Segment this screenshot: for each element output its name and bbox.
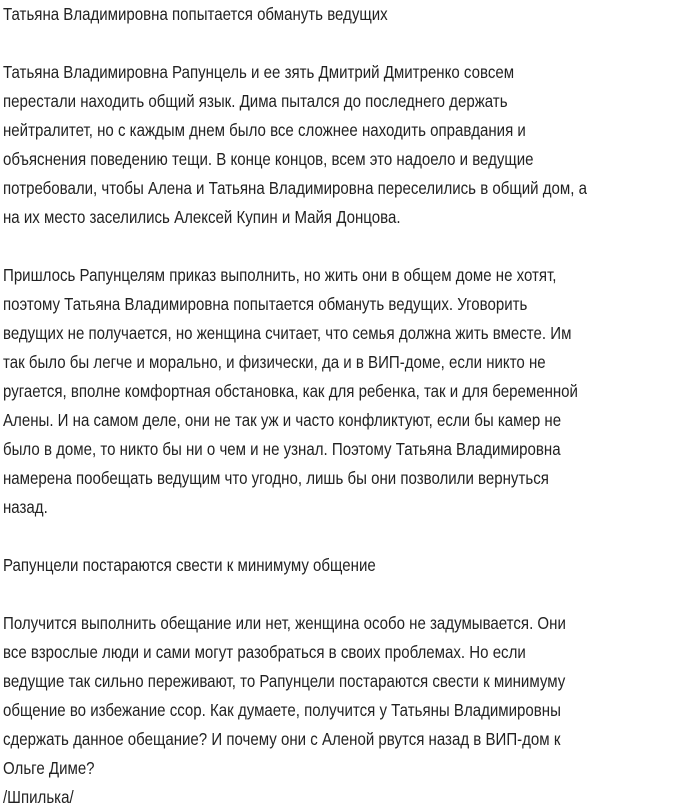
paragraph-line: общение во избежание ссор. Как думаете, получится у Татьяны Владимировны (3, 700, 561, 720)
paragraph-line: потребовали, чтобы Алена и Татьяна Владимировна переселились в общий дом, а (3, 178, 587, 198)
paragraph-line: Алены. И на самом деле, они не так уж и часто конфликтуют, если бы камер не (3, 410, 562, 430)
paragraph-line: ведущих не получается, но женщина считает, что семья должна жить вместе. Им (3, 323, 572, 343)
paragraph-line: так было бы легче и морально, и физически, да и в ВИП-доме, если никто не (3, 352, 546, 372)
paragraph-line: ругается, вполне комфортная обстановка, как для ребенка, так и для беременной (3, 381, 578, 401)
subheading-text: Рапунцели постараются свести к минимуму общение (3, 555, 376, 575)
signature-text: /Шпилька/ (3, 787, 74, 807)
paragraph-line: ведущие так сильно переживают, то Рапунцели постараются свести к минимуму (3, 671, 566, 691)
paragraph-1 (3, 58, 699, 232)
paragraph-2 (3, 261, 699, 522)
spacer (3, 29, 699, 58)
paragraph-line: все взрослые люди и сами могут разобраться в своих проблемах. Но если (3, 642, 526, 662)
paragraph-line: Татьяна Владимировна Рапунцель и ее зять Дмитрий Дмитренко совсем (3, 62, 515, 82)
paragraph-line: Ольге Диме? (3, 758, 95, 778)
paragraph-line: объяснения поведению тещи. В конце концов, всем это надоело и ведущие (3, 149, 534, 169)
paragraph-line: намерена пообещать ведущим что угодно, лишь бы они позволили вернуться (3, 468, 549, 488)
paragraph-line: Пришлось Рапунцелям приказ выполнить, но жить они в общем доме не хотят, (3, 265, 557, 285)
spacer (3, 522, 699, 551)
paragraph-3 (3, 609, 699, 783)
paragraph-line: сдержать данное обещание? И почему они с Аленой рвутся назад в ВИП-дом к (3, 729, 561, 749)
spacer (3, 580, 699, 609)
article-title-text: Татьяна Владимировна попытается обмануть ведущих (3, 4, 388, 24)
paragraph-line: Получится выполнить обещание или нет, женщина особо не задумывается. Они (3, 613, 566, 633)
signature (3, 783, 699, 812)
paragraph-line: перестали находить общий язык. Дима пытался до последнего держать (3, 91, 508, 111)
article-title (3, 0, 699, 29)
paragraph-line: нейтралитет, но с каждым днем было все сложнее находить оправдания и (3, 120, 526, 140)
paragraph-line: на их место заселились Алексей Купин и Майя Донцова. (3, 207, 401, 227)
paragraph-line: было в доме, то никто бы ни о чем и не узнал. Поэтому Татьяна Владимировна (3, 439, 561, 459)
spacer (3, 232, 699, 261)
article (3, 0, 699, 812)
paragraph-line: назад. (3, 497, 48, 517)
paragraph-line: поэтому Татьяна Владимировна попытается обмануть ведущих. Уговорить (3, 294, 528, 314)
subheading (3, 551, 699, 580)
